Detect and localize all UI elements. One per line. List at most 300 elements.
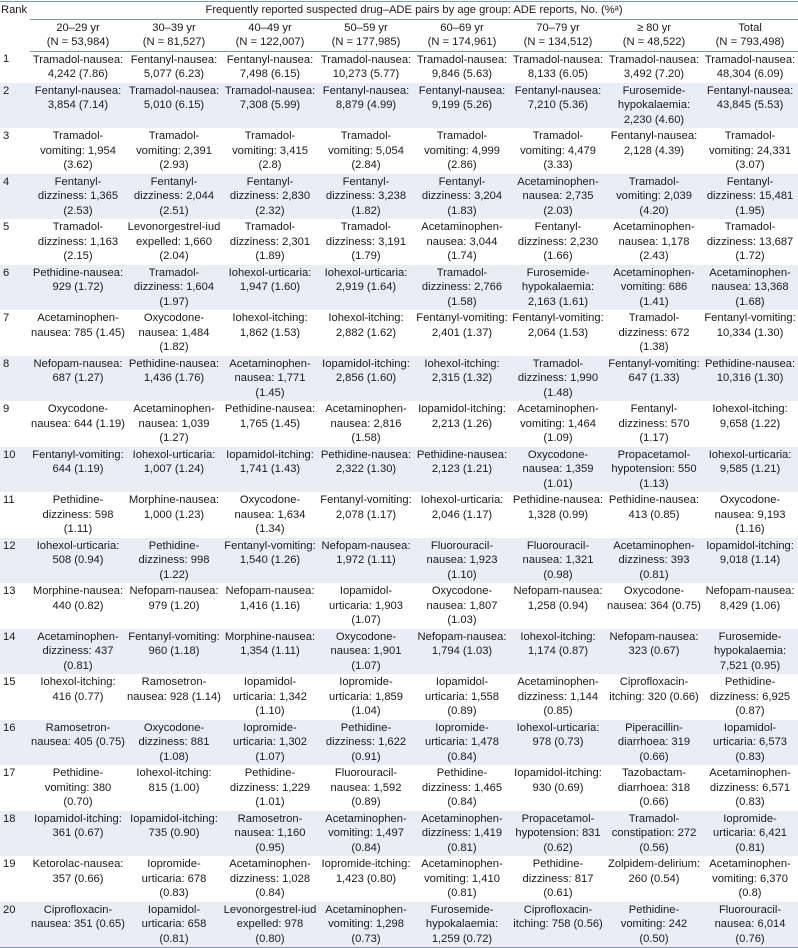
drug-ade-cell — [222, 265, 318, 311]
drug-ade-text: Tramadol-nausea: 5,010 (6.15) — [128, 84, 220, 111]
drug-ade-text: Tramadol-dizziness: 13,687 (1.72) — [706, 221, 794, 262]
drug-ade-cell — [318, 128, 414, 174]
drug-ade-cell — [414, 583, 510, 629]
drug-ade-cell — [222, 629, 318, 675]
drug-ade-text: Fluorouracil-nausea: 1,592 (0.89) — [330, 767, 402, 808]
drug-ade-text: Tramadol-dizziness: 1,990 (1.48) — [517, 357, 599, 399]
drug-ade-text: Iopromide-urticaria: 1,478 (0.84) — [424, 721, 499, 763]
age-group-header — [414, 19, 510, 51]
drug-ade-cell — [510, 83, 606, 129]
age-group-n: (N = 81,527) — [142, 36, 206, 48]
drug-ade-cell — [606, 811, 702, 857]
age-group-header — [222, 19, 318, 51]
age-group-header — [30, 19, 126, 51]
drug-ade-text: Fentanyl-vomiting: 960 (1.18) — [128, 630, 220, 657]
rank-cell: 10 — [0, 447, 30, 493]
drug-ade-cell — [318, 856, 414, 902]
drug-ade-cell — [318, 492, 414, 538]
rank-cell: 3 — [3, 130, 10, 142]
drug-ade-text: Acetaminophen-vomiting: 6,370 (0.8) — [709, 858, 791, 899]
drug-ade-cell — [702, 310, 798, 356]
drug-ade-cell — [222, 219, 318, 265]
drug-ade-cell — [702, 765, 798, 811]
drug-ade-cell — [414, 902, 510, 948]
drug-ade-text: Tramadol-dizziness: 1,163 (2.15) — [37, 221, 119, 262]
drug-ade-cell — [318, 583, 414, 629]
drug-ade-text: Iohexol-urticaria: 1,007 (1.24) — [132, 448, 216, 475]
drug-ade-text: Tramadol-vomiting: 4,999 (2.86) — [424, 130, 500, 171]
drug-ade-text: Nefopam-nausea: 1,258 (0.94) — [513, 585, 603, 612]
drug-ade-text: Fluorouracil-nausea: 1,321 (0.98) — [522, 539, 594, 581]
drug-ade-text: Iohexol-itching: 2,315 (1.32) — [424, 357, 500, 384]
age-group-n: (N = 174,961) — [427, 36, 497, 48]
rank-cell: 8 — [0, 356, 30, 402]
drug-ade-text: Iohexol-urticaria: 1,947 (1.60) — [228, 266, 312, 293]
drug-ade-text: Tramadol-vomiting: 2,391 (2.93) — [136, 130, 212, 171]
drug-ade-cell — [510, 492, 606, 538]
drug-ade-cell — [606, 83, 702, 129]
drug-ade-cell — [30, 83, 126, 129]
drug-ade-cell — [606, 902, 702, 948]
drug-ade-text: Piperacillin-diarrhoea: 319 (0.66) — [617, 721, 691, 763]
drug-ade-text: Iopamidol-urticaria: 658 (0.81) — [141, 903, 207, 945]
drug-ade-cell — [606, 51, 702, 83]
drug-ade-cell — [702, 583, 798, 629]
drug-ade-cell — [510, 856, 606, 902]
drug-ade-cell — [222, 83, 318, 129]
age-group-label: 70–79 yr — [536, 21, 580, 34]
drug-ade-cell — [126, 538, 222, 584]
drug-ade-cell — [414, 538, 510, 584]
rank-cell: 7 — [3, 312, 10, 324]
drug-ade-text: Tramadol-nausea: 10,273 (5.77) — [320, 53, 412, 80]
drug-ade-cell — [510, 174, 606, 220]
drug-ade-cell — [702, 401, 798, 447]
rank-cell: 11 — [3, 494, 15, 506]
drug-ade-cell — [606, 720, 702, 766]
age-group-n: (N = 53,984) — [46, 36, 110, 48]
ade-table — [0, 1, 798, 948]
drug-ade-cell — [318, 356, 414, 402]
drug-ade-text: Ramosetron-nausea: 928 (1.14) — [127, 676, 221, 703]
drug-ade-cell — [126, 128, 222, 174]
drug-ade-text: Fentanyl-dizziness: 1,365 (2.53) — [37, 175, 119, 217]
table-row — [0, 765, 798, 811]
drug-ade-cell — [510, 219, 606, 265]
age-group-n: (N = 793,498) — [715, 36, 785, 48]
drug-ade-text: Pethidine-nausea: 10,316 (1.30) — [704, 357, 796, 384]
drug-ade-cell — [126, 720, 222, 766]
age-group-label: 50–59 yr — [344, 21, 388, 34]
drug-ade-text: Tramadol-nausea: 3,492 (7.20) — [608, 53, 700, 80]
drug-ade-cell — [510, 674, 606, 720]
age-group-label: 40–49 yr — [248, 21, 292, 34]
drug-ade-text: Acetaminophen-nausea: 2,816 (1.58) — [325, 403, 407, 444]
age-group-header — [606, 19, 702, 51]
drug-ade-text: Acetaminophen-vomiting: 1,410 (0.81) — [421, 858, 503, 899]
drug-ade-text: Iohexol-urticaria: 9,585 (1.21) — [708, 448, 792, 475]
drug-ade-text: Acetaminophen-nausea: 1,771 (1.45) — [229, 357, 311, 399]
drug-ade-cell — [126, 51, 222, 83]
drug-ade-cell — [30, 765, 126, 811]
drug-ade-cell — [606, 856, 702, 902]
drug-ade-cell — [126, 219, 222, 265]
table-row — [0, 265, 798, 311]
drug-ade-text: Propacetamol-hypotension: 831 (0.62) — [515, 812, 601, 854]
rank-cell: 19 — [3, 858, 16, 870]
drug-ade-text: Fentanyl-vomiting: 644 (1.19) — [32, 448, 124, 475]
drug-ade-text: Acetaminophen-dizziness: 1,144 (0.85) — [517, 676, 599, 717]
drug-ade-text: Pethidine-nausea: 2,322 (1.30) — [320, 448, 412, 475]
drug-ade-cell — [414, 492, 510, 538]
drug-ade-cell — [414, 856, 510, 902]
drug-ade-cell — [606, 765, 702, 811]
drug-ade-cell — [222, 492, 318, 538]
drug-ade-cell — [702, 174, 798, 220]
drug-ade-text: Nefopam-nausea: 8,429 (1.06) — [705, 585, 795, 612]
drug-ade-text: Levonorgestrel-iud expelled: 978 (0.80) — [223, 903, 317, 945]
drug-ade-cell — [510, 401, 606, 447]
drug-ade-text: Fluorouracil-nausea: 6,014 (0.76) — [714, 903, 786, 945]
drug-ade-text: Nefopam-nausea: 687 (1.27) — [33, 357, 123, 384]
drug-ade-cell — [222, 765, 318, 811]
age-group-n: (N = 134,512) — [523, 36, 593, 48]
drug-ade-cell — [318, 765, 414, 811]
age-group-label: Total — [738, 21, 762, 34]
drug-ade-text: Iopromide-urticaria: 1,859 (1.04) — [328, 676, 403, 717]
drug-ade-cell — [30, 447, 126, 493]
drug-ade-cell — [318, 629, 414, 675]
drug-ade-cell — [126, 811, 222, 857]
drug-ade-cell — [30, 583, 126, 629]
drug-ade-cell — [30, 174, 126, 220]
table-body — [0, 51, 798, 948]
drug-ade-cell — [318, 811, 414, 857]
rank-cell: 17 — [3, 767, 16, 779]
drug-ade-text: Acetaminophen-nausea: 13,368 (1.68) — [709, 266, 791, 308]
drug-ade-text: Pethidine-dizziness: 1,622 (0.91) — [325, 721, 407, 763]
drug-ade-cell — [702, 51, 798, 83]
drug-ade-cell — [318, 674, 414, 720]
drug-ade-cell — [510, 51, 606, 83]
drug-ade-cell — [606, 447, 702, 493]
drug-ade-text: Iohexol-urticaria: 508 (0.94) — [36, 539, 120, 566]
drug-ade-cell — [30, 51, 126, 83]
drug-ade-cell — [318, 902, 414, 948]
drug-ade-text: Iopamidol-urticaria: 1,903 (1.07) — [328, 585, 403, 626]
drug-ade-cell — [222, 128, 318, 174]
drug-ade-text: Acetaminophen-nausea: 1,039 (1.27) — [133, 403, 215, 444]
drug-ade-cell — [414, 356, 510, 402]
drug-ade-cell — [606, 219, 702, 265]
drug-ade-cell — [702, 356, 798, 402]
drug-ade-text: Iohexol-itching: 815 (1.00) — [136, 767, 212, 794]
drug-ade-text: Acetaminophen-vomiting: 1,497 (0.84) — [325, 812, 407, 854]
drug-ade-text: Iohexol-itching: 9,658 (1.22) — [712, 403, 788, 430]
drug-ade-text: Iopamidol-itching: 1,741 (1.43) — [226, 448, 314, 475]
drug-ade-text: Pethidine-dizziness: 1,465 (0.84) — [421, 767, 503, 808]
drug-ade-cell — [222, 538, 318, 584]
drug-ade-cell — [318, 265, 414, 311]
drug-ade-cell — [606, 538, 702, 584]
drug-ade-text: Fentanyl-vomiting: 2,064 (1.53) — [512, 312, 604, 339]
rank-header: Rank — [0, 2, 30, 52]
table-row — [0, 174, 798, 220]
drug-ade-text: Tramadol-nausea: 9,846 (5.63) — [416, 53, 508, 80]
drug-ade-text: Acetaminophen-vomiting: 1,298 (0.73) — [325, 903, 407, 945]
drug-ade-text: Propacetamol-hypotension: 550 (1.13) — [611, 448, 697, 490]
age-group-n: (N = 48,522) — [622, 36, 686, 48]
drug-ade-text: Pethidine-nausea: 413 (0.85) — [608, 494, 700, 521]
drug-ade-cell — [318, 310, 414, 356]
drug-ade-text: Ramosetron-nausea: 1,160 (0.95) — [234, 812, 306, 854]
drug-ade-text: Tramadol-vomiting: 3,415 (2.8) — [232, 130, 308, 171]
age-group-label: ≥ 80 yr — [636, 21, 672, 34]
table-row — [0, 51, 798, 83]
drug-ade-text: Tramadol-dizziness: 3,191 (1.79) — [325, 221, 407, 262]
drug-ade-text: Fentanyl-dizziness: 2,044 (2.51) — [133, 175, 215, 217]
rank-cell: 6 — [0, 265, 30, 311]
drug-ade-text: Fentanyl-vomiting: 647 (1.33) — [608, 357, 700, 384]
drug-ade-cell — [126, 174, 222, 220]
rank-cell: 16 — [0, 720, 30, 766]
drug-ade-cell — [702, 538, 798, 584]
drug-ade-text: Tramadol-dizziness: 2,766 (1.58) — [421, 266, 503, 308]
drug-ade-cell — [318, 401, 414, 447]
drug-ade-text: Fentanyl-vomiting: 1,540 (1.26) — [224, 539, 316, 566]
drug-ade-text: Acetaminophen-dizziness: 6,571 (0.83) — [709, 767, 791, 808]
drug-ade-text: Oxycodone-nausea: 644 (1.19) — [31, 403, 125, 430]
drug-ade-text: Morphine-nausea: 1,000 (1.23) — [128, 494, 220, 521]
drug-ade-cell — [702, 856, 798, 902]
drug-ade-text: Fentanyl-dizziness: 3,204 (1.83) — [421, 175, 503, 217]
drug-ade-cell — [702, 265, 798, 311]
drug-ade-text: Tramadol-nausea: 8,133 (6.05) — [512, 53, 604, 80]
drug-ade-text: Tramadol-constipation: 272 (0.56) — [611, 812, 697, 854]
age-group-header — [702, 19, 798, 51]
drug-ade-text: Fentanyl-dizziness: 3,238 (1.82) — [325, 175, 407, 217]
drug-ade-text: Tazobactam-diarrhoea: 318 (0.66) — [617, 767, 691, 808]
drug-ade-cell — [126, 674, 222, 720]
drug-ade-cell — [30, 356, 126, 402]
drug-ade-cell — [414, 674, 510, 720]
drug-ade-text: Acetaminophen-dizziness: 1,028 (0.84) — [229, 858, 311, 899]
drug-ade-text: Oxycodone-nausea: 1,901 (1.07) — [330, 630, 402, 672]
drug-ade-text: Nefopam-nausea: 1,972 (1.11) — [321, 539, 411, 566]
drug-ade-text: Fentanyl-nausea: 5,077 (6.23) — [130, 53, 218, 80]
drug-ade-text: Pethidine-nausea: 1,328 (0.99) — [512, 494, 604, 521]
drug-ade-cell — [414, 765, 510, 811]
drug-ade-text: Pethidine-nausea: 1,436 (1.76) — [128, 357, 220, 384]
drug-ade-cell — [318, 174, 414, 220]
rank-cell: 13 — [3, 585, 16, 597]
drug-ade-text: Furosemide-hypokalaemia: 7,521 (0.95) — [713, 630, 787, 672]
table-row — [0, 538, 798, 584]
drug-ade-cell — [318, 447, 414, 493]
drug-ade-cell — [126, 401, 222, 447]
drug-ade-text: Ciprofloxacin-itching: 758 (0.56) — [513, 903, 603, 930]
drug-ade-text: Acetaminophen-dizziness: 393 (0.81) — [613, 539, 695, 581]
drug-ade-cell — [702, 447, 798, 493]
drug-ade-text: Morphine-nausea: 440 (0.82) — [32, 585, 124, 612]
drug-ade-text: Pethidine-nausea: 1,765 (1.45) — [224, 403, 316, 430]
drug-ade-cell — [606, 174, 702, 220]
drug-ade-text: Oxycodone-nausea: 1,484 (1.82) — [138, 312, 210, 353]
drug-ade-text: Ramosetron-nausea: 405 (0.75) — [31, 721, 125, 748]
drug-ade-cell — [510, 447, 606, 493]
drug-ade-text: Morphine-nausea: 1,354 (1.11) — [224, 630, 316, 657]
drug-ade-text: Tramadol-vomiting: 24,331 (3.07) — [708, 130, 792, 171]
drug-ade-text: Iohexol-urticaria: 2,919 (1.64) — [324, 266, 408, 293]
drug-ade-text: Pethidine-dizziness: 6,925 (0.87) — [709, 676, 791, 717]
drug-ade-cell — [510, 811, 606, 857]
drug-ade-cell — [702, 902, 798, 948]
drug-ade-cell — [126, 447, 222, 493]
drug-ade-cell — [222, 51, 318, 83]
drug-ade-cell — [702, 128, 798, 174]
drug-ade-text: Tramadol-vomiting: 1,954 (3.62) — [40, 130, 116, 171]
table-row — [0, 401, 798, 447]
drug-ade-text: Acetaminophen-nausea: 1,178 (2.43) — [613, 221, 695, 262]
drug-ade-text: Pethidine-dizziness: 998 (1.22) — [138, 539, 210, 581]
drug-ade-cell — [414, 83, 510, 129]
drug-ade-text: Fentanyl-dizziness: 570 (1.17) — [618, 403, 690, 444]
drug-ade-cell — [606, 310, 702, 356]
drug-ade-text: Iopamidol-itching: 2,856 (1.60) — [322, 357, 410, 384]
drug-ade-text: Ketorolac-nausea: 357 (0.66) — [32, 858, 124, 885]
drug-ade-cell — [126, 83, 222, 129]
drug-ade-text: Pethidine-nausea: 929 (1.72) — [32, 266, 124, 293]
drug-ade-text: Pethidine-vomiting: 242 (0.50) — [620, 903, 688, 945]
drug-ade-text: Tramadol-nausea: 4,242 (7.86) — [32, 53, 124, 80]
drug-ade-text: Iopamidol-itching: 2,213 (1.26) — [418, 403, 506, 430]
drug-ade-text: Iopamidol-urticaria: 1,558 (0.89) — [424, 676, 499, 717]
drug-ade-cell — [510, 128, 606, 174]
drug-ade-text: Iopromide-urticaria: 678 (0.83) — [141, 858, 207, 899]
drug-ade-text: Pethidine-vomiting: 380 (0.70) — [44, 767, 112, 808]
drug-ade-cell — [30, 492, 126, 538]
drug-ade-text: Fentanyl-nausea: 7,210 (5.36) — [514, 84, 602, 111]
table-row — [0, 492, 798, 538]
drug-ade-text: Iopamidol-itching: 930 (0.69) — [514, 767, 602, 794]
drug-ade-text: Fentanyl-dizziness: 2,830 (2.32) — [229, 175, 311, 217]
table-row — [0, 583, 798, 629]
drug-ade-cell — [702, 674, 798, 720]
drug-ade-cell — [318, 83, 414, 129]
table-row — [0, 356, 798, 402]
drug-ade-text: Levonorgestrel-iud expelled: 1,660 (2.04) — [127, 221, 221, 262]
drug-ade-cell — [222, 583, 318, 629]
table-row — [0, 720, 798, 766]
drug-ade-cell — [414, 174, 510, 220]
rank-cell: 15 — [3, 676, 16, 688]
rank-cell: 20 — [0, 902, 30, 948]
drug-ade-cell — [606, 583, 702, 629]
drug-ade-cell — [510, 310, 606, 356]
drug-ade-cell — [510, 265, 606, 311]
drug-ade-text: Fentanyl-nausea: 9,199 (5.26) — [418, 84, 506, 111]
drug-ade-cell — [222, 310, 318, 356]
drug-ade-cell — [510, 356, 606, 402]
table-row — [0, 856, 798, 902]
drug-ade-cell — [30, 629, 126, 675]
drug-ade-text: Iopromide-itching: 1,423 (0.80) — [321, 858, 411, 885]
rank-cell: 18 — [0, 811, 30, 857]
drug-ade-cell — [414, 128, 510, 174]
drug-ade-text: Acetaminophen-nausea: 785 (1.45) — [31, 312, 125, 339]
drug-ade-cell — [222, 174, 318, 220]
drug-ade-cell — [702, 219, 798, 265]
drug-ade-text: Oxycodone-nausea: 1,634 (1.34) — [234, 494, 306, 535]
drug-ade-cell — [414, 629, 510, 675]
drug-ade-cell — [30, 401, 126, 447]
drug-ade-text: Tramadol-vomiting: 2,039 (4.20) — [616, 175, 692, 217]
drug-ade-cell — [30, 856, 126, 902]
table-row — [0, 629, 798, 675]
age-group-header — [510, 19, 606, 51]
drug-ade-text: Acetaminophen-dizziness: 437 (0.81) — [37, 630, 119, 672]
drug-ade-text: Furosemide-hypokalaemia: 2,230 (4.60) — [617, 84, 691, 126]
table-row — [0, 83, 798, 129]
drug-ade-text: Iopamidol-urticaria: 6,573 (0.83) — [713, 721, 788, 763]
drug-ade-text: Oxycodone-nausea: 1,807 (1.03) — [426, 585, 498, 626]
drug-ade-text: Fentanyl-vomiting: 2,078 (1.17) — [320, 494, 412, 521]
rank-cell: 4 — [0, 174, 30, 220]
drug-ade-text: Iopromide-urticaria: 1,302 (1.07) — [232, 721, 307, 763]
drug-ade-text: Tramadol-dizziness: 2,301 (1.89) — [229, 221, 311, 262]
drug-ade-cell — [606, 401, 702, 447]
drug-ade-cell — [318, 219, 414, 265]
drug-ade-text: Iopromide-urticaria: 6,421 (0.81) — [713, 812, 788, 854]
drug-ade-cell — [414, 720, 510, 766]
age-group-header — [318, 19, 414, 51]
drug-ade-cell — [126, 856, 222, 902]
drug-ade-text: Fentanyl-nausea: 8,879 (4.99) — [322, 84, 410, 111]
table-row — [0, 219, 798, 265]
drug-ade-cell — [30, 219, 126, 265]
drug-ade-cell — [510, 765, 606, 811]
drug-ade-cell — [222, 856, 318, 902]
drug-ade-cell — [510, 583, 606, 629]
drug-ade-cell — [126, 356, 222, 402]
drug-ade-text: Furosemide-hypokalaemia: 1,259 (0.72) — [425, 903, 499, 945]
drug-ade-cell — [222, 811, 318, 857]
drug-ade-cell — [702, 492, 798, 538]
drug-ade-text: Nefopam-nausea: 1,794 (1.03) — [417, 630, 507, 657]
drug-ade-cell — [30, 538, 126, 584]
drug-ade-text: Zolpidem-delirium: 260 (0.54) — [607, 858, 700, 885]
drug-ade-text: Acetaminophen-vomiting: 1,464 (1.09) — [517, 403, 599, 444]
drug-ade-text: Acetaminophen-nausea: 2,735 (2.03) — [517, 175, 599, 217]
drug-ade-text: Nefopam-nausea: 979 (1.20) — [129, 585, 219, 612]
drug-ade-cell — [414, 811, 510, 857]
age-group-label: 30–39 yr — [152, 21, 196, 34]
drug-ade-text: Tramadol-dizziness: 672 (1.38) — [618, 312, 690, 353]
drug-ade-cell — [30, 674, 126, 720]
table-header — [0, 2, 798, 52]
rank-cell: 12 — [0, 538, 30, 584]
table-row — [0, 447, 798, 493]
drug-ade-cell — [414, 219, 510, 265]
drug-ade-cell — [414, 310, 510, 356]
drug-ade-text: Pethidine-dizziness: 598 (1.11) — [42, 494, 114, 535]
drug-ade-cell — [222, 902, 318, 948]
drug-ade-text: Iohexol-itching: 1,174 (0.87) — [520, 630, 596, 657]
drug-ade-text: Tramadol-dizziness: 1,604 (1.97) — [133, 266, 215, 308]
drug-ade-cell — [510, 629, 606, 675]
age-group-label: 20–29 yr — [56, 21, 100, 34]
drug-ade-cell — [318, 720, 414, 766]
